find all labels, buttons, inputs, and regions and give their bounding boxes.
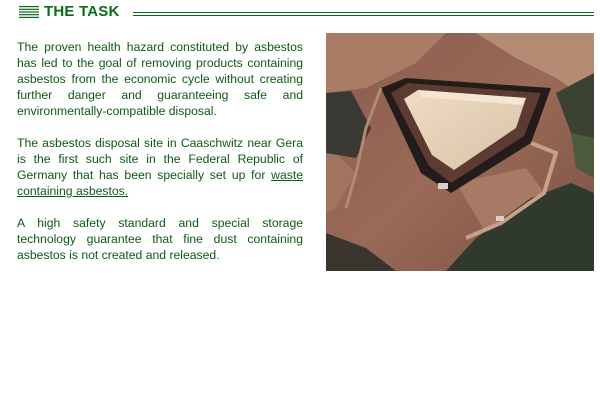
paragraph-health-hazard xyxy=(17,39,303,119)
page-title: THE TASK xyxy=(44,3,120,20)
header-divider xyxy=(133,12,594,16)
disposal-site-aerial-photo xyxy=(326,33,594,271)
paragraph-safety-standard xyxy=(17,215,303,263)
paragraph-text: A high safety standard and special storage technology guarantee that fine dust containing asbestos is not created and released. xyxy=(17,216,303,262)
asbestos-waste-link[interactable]: waste containing asbestos. xyxy=(17,168,303,198)
paragraph-text: The proven health hazard constituted by asbestos has led to the goal of removing products containing asbestos from the economic cycle without creating further danger and guaranteeing safe and environmentally-compatible disposal. xyxy=(17,40,303,118)
body-text xyxy=(17,39,303,279)
menu-lines-icon xyxy=(19,6,39,18)
paragraph-disposal-site xyxy=(17,135,303,199)
section-header xyxy=(19,2,594,22)
paragraph-text: The asbestos disposal site in Caaschwitz near Gera is the first such site in the Federal Republic of Germany that has been specially set up for xyxy=(17,136,303,182)
aerial-photo-image xyxy=(326,33,594,271)
